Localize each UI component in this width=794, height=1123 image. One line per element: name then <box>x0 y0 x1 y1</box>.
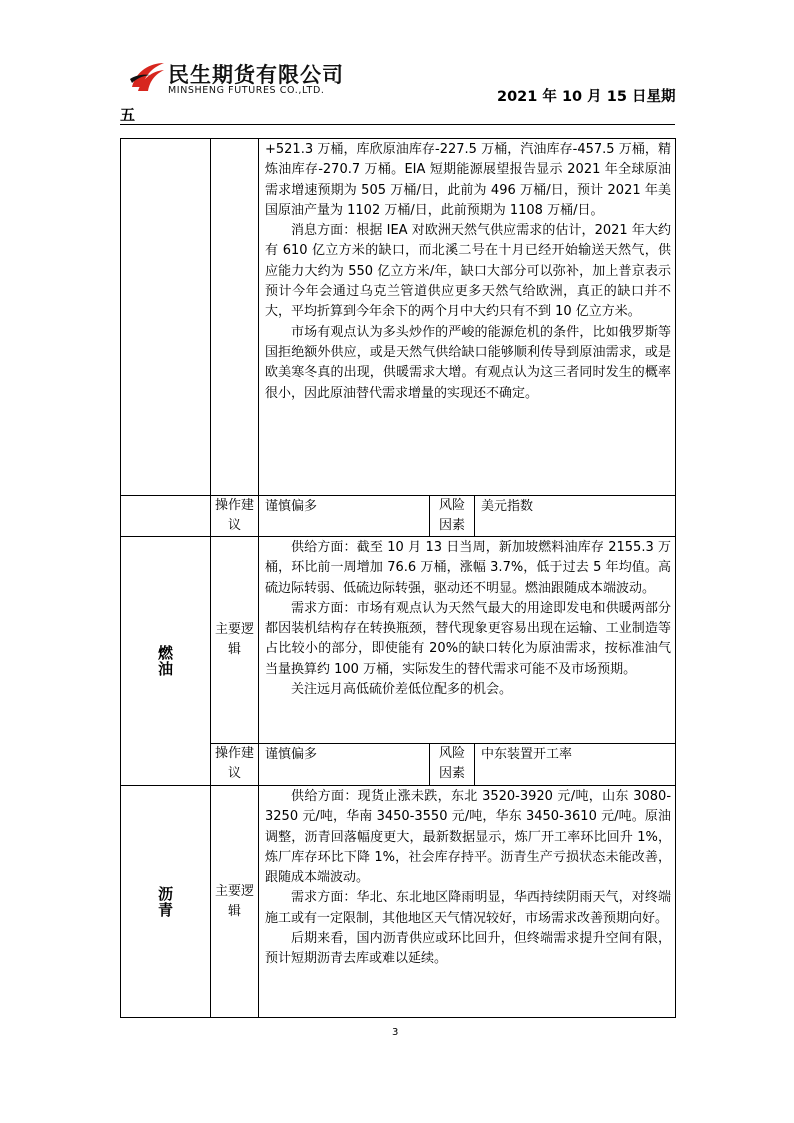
fuel-product-cell <box>121 537 211 786</box>
crude-paragraph: +521.3 万桶，库欣原油库存-227.5 万桶，汽油库存-457.5 万桶，精炼油库存-270.7 万桶。EIA 短期能源展望报告显示 2021 年全球原油需求增速预期为 505 万桶/日，此前为 496 万桶/日，预计 2021 年美国原油产量为 1102 万桶/日，此前预期为 1108 万桶/日。 <box>265 142 672 218</box>
op-label: 操作建议 <box>211 496 259 537</box>
crude-logic-text <box>259 139 676 496</box>
crude-product-cell-2 <box>121 496 211 537</box>
crude-paragraph: 消息方面：根据 IEA 对欧洲天然气供应需求的估计，2021 年大约有 610 亿立方米的缺口，而北溪二号在十月已经开始输送天然气，供应能力大约为 550 亿立方米/年，缺口大部分可以弥补，加上普京表示预计今年会通过乌克兰管道供应更多天然气给欧洲，真正的缺口并不大，平均折算到今年余下的两个月中大约只有不到 10 亿立方米。 <box>265 223 672 320</box>
logic-label: 主要逻辑 <box>211 537 259 744</box>
product-name: 燃油 <box>156 645 174 677</box>
risk-label: 风险因素 <box>430 744 475 786</box>
report-date: 2021 年 10 月 15 日星期 <box>497 89 676 105</box>
product-name: 沥青 <box>156 885 174 918</box>
report-weekday: 五 <box>120 106 136 124</box>
commodity-table <box>120 138 676 1018</box>
crude-op-row <box>121 496 676 537</box>
fuel-logic-row <box>121 537 676 744</box>
op-label: 操作建议 <box>211 744 259 786</box>
crude-logic-row <box>121 139 676 496</box>
op-value: 谨慎偏多 <box>259 744 430 786</box>
op-value: 谨慎偏多 <box>259 496 430 537</box>
fuel-paragraph: 需求方面：市场有观点认为天然气最大的用途即发电和供暖两部分都因装机结构存在转换瓶颈，替代现象更容易出现在运输、工业制造等占比较小的部分，即使能有 20%的缺口转化为原油需求，按标准油气当量换算约 100 万桶，实际发生的替代需求可能不及市场预期。 <box>265 600 672 677</box>
asphalt-paragraph: 后期来看，国内沥青供应或环比回升，但终端需求提升空间有限，预计短期沥青去库或难以延续。 <box>265 931 672 967</box>
asphalt-product-cell <box>121 786 211 1018</box>
asphalt-paragraph: 需求方面：华北、东北地区降雨明显，华西持续阴雨天气，对终端施工或有一定限制，其他地区天气情况较好，市场需求改善预期向好。 <box>265 890 672 926</box>
header-divider <box>120 124 675 125</box>
asphalt-logic-text <box>259 786 676 1018</box>
asphalt-paragraph: 供给方面：现货止涨未跌，东北 3520-3920 元/吨，山东 3080-3250 元/吨，华南 3450-3550 元/吨，华东 3450-3610 元/吨。原油调整，沥青回落幅度更大，最新数据显示，炼厂开工率环比回升 1%，炼厂库存环比下降 1%，社会库存持平。沥青生产亏损状态未能改善，跟随成本端波动。 <box>265 789 672 886</box>
company-name-en: MINSHENG FUTURES CO.,LTD. <box>168 85 325 96</box>
company-name-cn: 民生期货有限公司 <box>168 63 344 87</box>
fuel-logic-text <box>259 537 676 744</box>
crude-label-cell <box>211 139 259 496</box>
logic-label: 主要逻辑 <box>211 786 259 1018</box>
risk-value: 中东装置开工率 <box>475 744 676 786</box>
risk-value: 美元指数 <box>475 496 676 537</box>
minsheng-logo-icon <box>128 57 166 95</box>
risk-label: 风险因素 <box>430 496 475 537</box>
company-logo <box>128 57 368 99</box>
fuel-paragraph: 关注远月高低硫价差低位配多的机会。 <box>291 682 513 698</box>
crude-product-cell <box>121 139 211 496</box>
fuel-paragraph: 供给方面：截至 10 月 13 日当周，新加坡燃料油库存 2155.3 万桶，环比前一周增加 76.6 万桶，涨幅 3.7%，低于过去 5 年均值。高硫边际转弱、低硫边际转强，驱动还不明显。燃油跟随成本端波动。 <box>265 540 672 596</box>
crude-paragraph: 市场有观点认为多头炒作的严峻的能源危机的条件，比如俄罗斯等国拒绝额外供应，或是天然气供给缺口能够顺利传导到原油需求，或是欧美寒冬真的出现，供暖需求大增。有观点认为这三者同时发生的概率很小，因此原油替代需求增量的实现还不确定。 <box>265 324 672 401</box>
page-number: 3 <box>392 1027 399 1038</box>
asphalt-logic-row <box>121 786 676 1018</box>
